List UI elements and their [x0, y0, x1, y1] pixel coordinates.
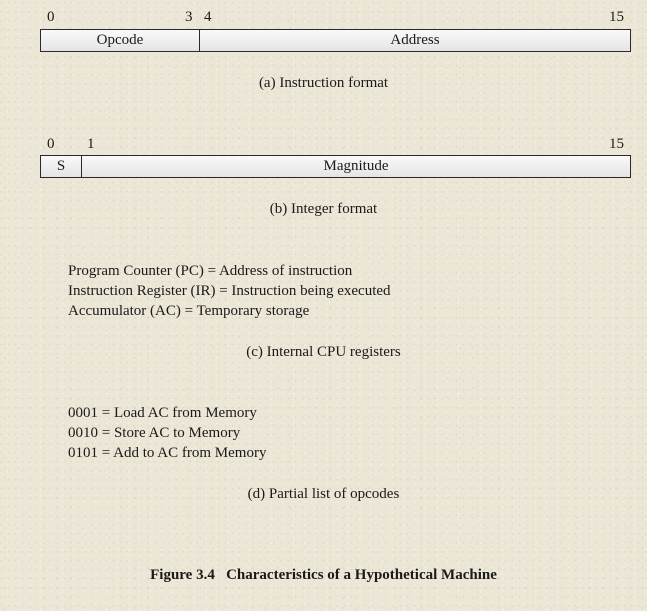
opcode-line-store: 0010 = Store AC to Memory [68, 425, 241, 441]
bit-label-3: 3 [185, 9, 193, 25]
opcode-line-load: 0001 = Load AC from Memory [68, 405, 257, 421]
instruction-format-caption: (a) Instruction format [258, 75, 389, 91]
bit-label-15: 15 [609, 9, 624, 25]
figure-title: Figure 3.4 Characteristics of a Hypothetical Machine [150, 567, 497, 583]
opcode-line-add: 0101 = Add to AC from Memory [68, 445, 267, 461]
bit-label-4: 4 [204, 9, 212, 25]
bit-label-0: 0 [47, 136, 55, 152]
opcode-field: Opcode [96, 32, 144, 48]
registers-caption: (c) Internal CPU registers [246, 344, 401, 360]
register-line-ac: Accumulator (AC) = Temporary storage [68, 303, 310, 319]
bit-label-0: 0 [47, 9, 55, 25]
register-line-ir: Instruction Register (IR) = Instruction being executed [68, 283, 391, 299]
register-line-pc: Program Counter (PC) = Address of instruction [68, 263, 353, 279]
bit-label-1: 1 [87, 136, 95, 152]
address-field: Address [199, 30, 630, 51]
sign-field: S [56, 158, 66, 174]
integer-word-box [40, 155, 631, 178]
bit-label-15: 15 [609, 136, 624, 152]
integer-format-caption: (b) Integer format [269, 201, 378, 217]
opcodes-caption: (d) Partial list of opcodes [247, 486, 400, 502]
instruction-word-box [40, 29, 631, 52]
magnitude-field: Magnitude [81, 156, 630, 177]
